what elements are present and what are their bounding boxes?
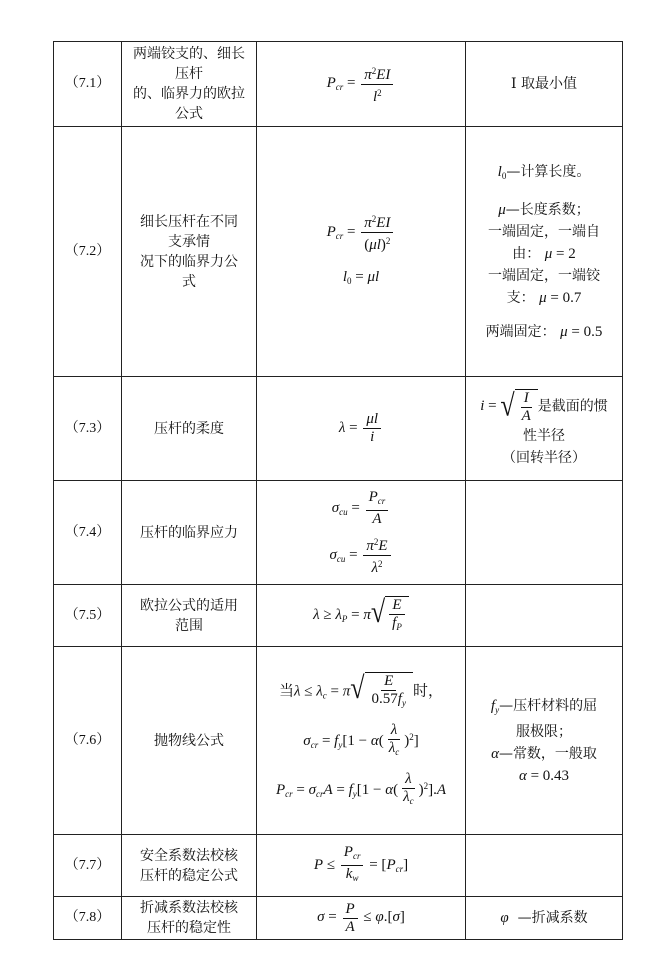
euler-range-formula: $\lambda \ge \lambda_P = \pi$ √ $\frac{E}{f_P}$ (313, 607, 409, 623)
formula-table (53, 41, 623, 940)
formula-cell (257, 585, 466, 647)
parabolic-force-formula: $P_{cr} = \sigma_{cr}A = f_y[1 - \alpha$( $\frac{\lambda}{\lambda_c}$ )$^2$].A (275, 770, 447, 806)
formula-note: i = √ $\frac{I}{A}$ 是截面的惯 性半径 （回转半径） (466, 377, 623, 481)
formula-description: 抛物线公式 (122, 647, 257, 835)
formula-note (466, 481, 623, 585)
formula-number: （7.3） (54, 377, 122, 481)
parabolic-condition: 当$\lambda \le \lambda_c = \pi$ √ $\frac{E}{0.57f_y}$ 时， (261, 672, 461, 712)
formula-note: I 取最小值 (466, 42, 623, 127)
critical-stress-formula-1: $\sigma_{cu}$ = $\frac{P_{cr}}{A}$ (261, 489, 461, 528)
formula-description: 两端铰支的、细长 压杆 的、临界力的欧拉 公式 (122, 42, 257, 127)
formula-note (466, 585, 623, 647)
formula-description: 安全系数法校核 压杆的稳定公式 (122, 835, 257, 897)
formula-cell (257, 481, 466, 585)
table-row (54, 647, 623, 835)
table-row (54, 127, 623, 377)
formula-number: （7.2） (54, 127, 122, 377)
table-row (54, 585, 623, 647)
effective-length-formula: $l_0 = \mu l$ (342, 269, 380, 286)
formula-description: 折减系数法校核 压杆的稳定性 (122, 897, 257, 940)
formula-note (466, 835, 623, 897)
formula-cell (257, 897, 466, 940)
formula-cell (257, 835, 466, 897)
safety-factor-formula: P ≤ $\frac{P_{cr}}{k_w}$ = $[P_{cr}]$ (313, 844, 409, 883)
formula-description: 细长压杆在不同 支承情 况下的临界力公 式 (122, 127, 257, 377)
critical-force-formula: $P_{cr}$ = $\frac{\pi^2EI}{(\mu l)^2}$ (261, 211, 461, 254)
formula-note: $l_0—$计算长度。 μ—长度系数； 一端固定，一端自 由： μ = 2 一端固定，一端铰 支： μ = 0.7 两端固定： μ = 0.5 (466, 127, 623, 377)
table-row (54, 377, 623, 481)
table-row (54, 42, 623, 127)
slenderness-formula: λ = $\frac{\mu l}{i}$ (339, 420, 383, 436)
formula-cell (257, 127, 466, 377)
formula-description: 压杆的柔度 (122, 377, 257, 481)
formula-note: $f_y—$压杆材料的屈 服极限； α—常数，一般取 α = 0.43 (466, 647, 623, 835)
reduction-factor-formula: σ = $\frac{P}{A}$ ≤ φ.[σ] (317, 900, 405, 935)
formula-number: （7.4） (54, 481, 122, 585)
euler-formula: $P_{cr}$ = $\frac{\pi^2EI}{l^2}$ (327, 75, 396, 91)
formula-description: 欧拉公式的适用 范围 (122, 585, 257, 647)
parabolic-stress-formula: $\sigma_{cr} = f_y[1 - \alpha$( $\frac{\lambda}{\lambda_c}$ )$^2$] (303, 721, 419, 757)
formula-cell (257, 377, 466, 481)
table-row (54, 897, 623, 940)
formula-number: （7.1） (54, 42, 122, 127)
formula-number: （7.8） (54, 897, 122, 940)
critical-stress-formula-2: $\sigma_{cu}$ = $\frac{\pi^2E}{\lambda^2}$ (261, 534, 461, 577)
formula-description: 压杆的临界应力 (122, 481, 257, 585)
formula-number: （7.6） (54, 647, 122, 835)
formula-number: （7.5） (54, 585, 122, 647)
formula-number: （7.7） (54, 835, 122, 897)
formula-note: φ —折减系数 (466, 897, 623, 940)
table-row (54, 835, 623, 897)
formula-cell (257, 647, 466, 835)
table-row (54, 481, 623, 585)
formula-cell (257, 42, 466, 127)
